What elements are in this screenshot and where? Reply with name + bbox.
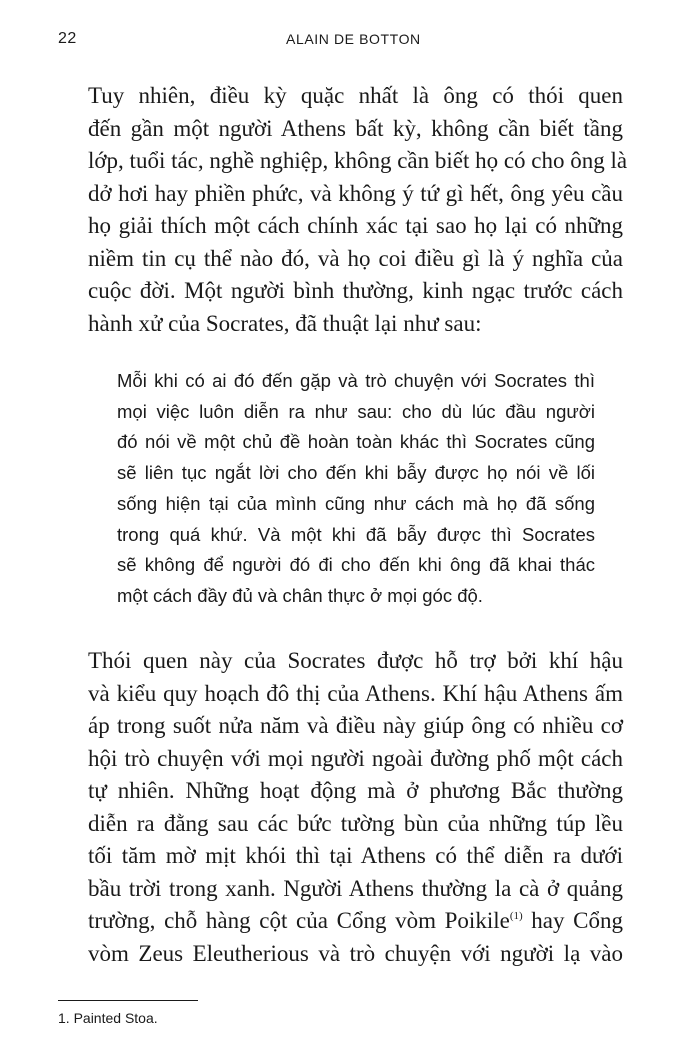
running-head-author: ALAIN DE BOTTON (286, 31, 421, 47)
quote-line: đó nói về một chủ đề hoàn toàn khác thì Socrates cũng (117, 431, 595, 453)
paragraph-line: và kiểu quy hoạch đô thị của Athens. Khí hậu Athens ấm (88, 680, 623, 706)
paragraph-line: hội trò chuyện với mọi người ngoài đường phố một cách (88, 745, 623, 771)
quote-line: sống hiện tại của mình cũng như cách mà họ đã sống (117, 492, 595, 514)
paragraph-line: tự nhiên. Những hoạt động mà ở phương Bắc thường (88, 778, 623, 803)
page-number: 22 (58, 30, 77, 47)
paragraph-2 (88, 645, 623, 970)
footnote-marker: (1) (509, 910, 523, 922)
page-header (58, 30, 640, 54)
paragraph-line: Tuy nhiên, điều kỳ quặc nhất là ông có thói quen (88, 83, 623, 108)
paragraph-line: hành xử của Socrates, đã thuật lại như sau: (88, 310, 482, 336)
quote-line: sẽ liên tục ngắt lời cho đến khi bẫy được họ nói về lối (117, 462, 595, 484)
paragraph-line: diễn ra đằng sau các bức tường bùn của những túp lều (88, 810, 623, 836)
quote-line: sẽ không để người đó đi cho đến khi ông đã khai thác (117, 554, 595, 576)
paragraph-line: bầu trời trong xanh. Người Athens thường la cà ở quảng (88, 875, 623, 901)
paragraph-line: lớp, tuổi tác, nghề nghiệp, không cần biết họ có cho ông là (88, 148, 628, 173)
paragraph-line: cuộc đời. Một người bình thường, kinh ngạc trước cách (88, 278, 623, 303)
paragraph-line: niềm tin cụ thể nào đó, và họ coi điều gì là ý nghĩa của (88, 245, 623, 271)
line-text: hay Cổng (522, 908, 623, 933)
paragraph-line: áp trong suốt nửa năm và điều này giúp ông có nhiều cơ (88, 713, 623, 738)
block-quote (117, 366, 595, 612)
paragraph-line: vòm Zeus Eleutherious và trò chuyện với người lạ vào (88, 940, 623, 966)
footnote: 1. Painted Stoa. (58, 1010, 158, 1026)
paragraph-line: dở hơi hay phiền phức, và không ý tứ gì hết, ông yêu cầu (88, 180, 623, 206)
quote-line: trong quá khứ. Và một khi đã bẫy được thì Socrates (117, 523, 595, 545)
quote-line: một cách đầy đủ và chân thực ở mọi góc độ. (117, 584, 483, 606)
footnote-divider (58, 1000, 198, 1001)
quote-line: Mỗi khi có ai đó đến gặp và trò chuyện với Socrates thì (117, 370, 595, 391)
paragraph-1 (88, 80, 628, 340)
paragraph-line: tối tăm mờ mịt khói thì tại Athens có thể diễn ra dưới (88, 843, 623, 868)
line-text: trường, chỗ hàng cột của Cổng vòm Poikile (88, 908, 510, 933)
paragraph-line: đến gần một người Athens bất kỳ, không cần biết tầng (88, 115, 623, 141)
quote-line: mọi việc luôn diễn ra như sau: cho dù lúc đầu người (117, 400, 595, 422)
paragraph-line: Thói quen này của Socrates được hỗ trợ bởi khí hậu (88, 648, 623, 673)
paragraph-line-with-footnote (88, 905, 623, 938)
paragraph-line: họ giải thích một cách chính xác tại sao họ lại có những (88, 213, 623, 238)
